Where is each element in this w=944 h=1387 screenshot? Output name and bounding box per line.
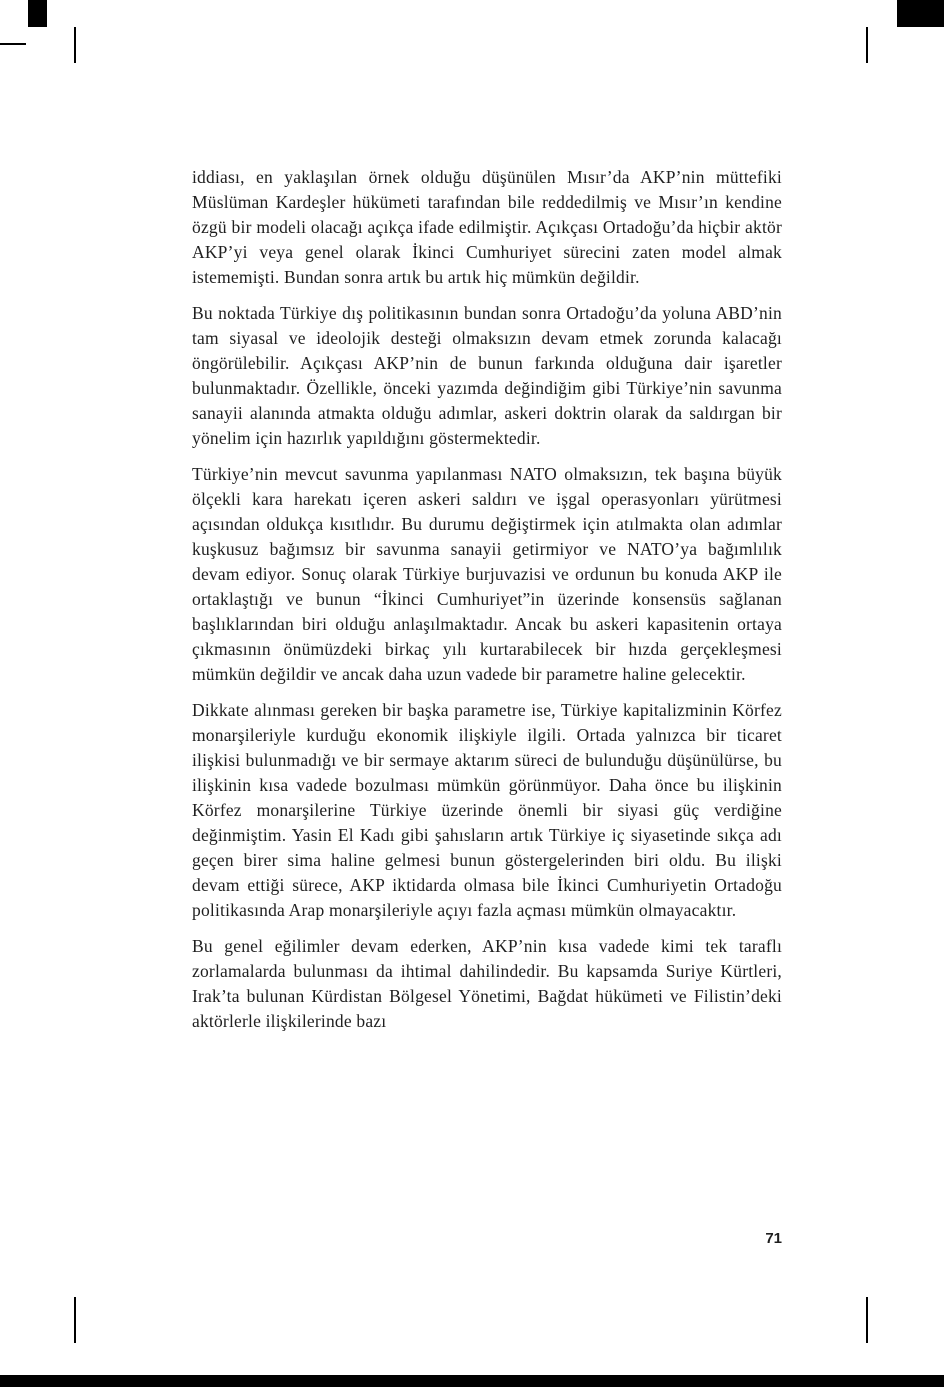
paragraph-1: iddiası, en yaklaşılan örnek olduğu düşünülen Mısır’da AKP’nin müttefiki Müslüman Kardeşler hükümeti tarafından bile reddedilmiş ve Mısır’ın kendine özgü bir modeli olacağı açıkça ifade edilmiştir. Açıkçası Ortadoğu’da hiçbir aktör AKP’yi veya genel olarak İkinci Cumhuriyet sürecini zaten model almak istememişti. Bundan sonra artık bu artık hiç mümkün değildir. (192, 167, 782, 287)
crop-mark-top-right-vline (866, 27, 868, 63)
crop-mark-top-left-vline (74, 27, 76, 63)
crop-mark-bottom-left-vline (74, 1297, 76, 1343)
paragraph-4: Dikkate alınması gereken bir başka parametre ise, Türkiye kapitalizminin Körfez monarşileriyle kurduğu ekonomik ilişkiyle ilgili. Ortada yalnızca bir ticaret ilişkisi bulunmadığı ve bir sermaye aktarım süreci de bulunduğu düşünülürse, bu ilişkinin kısa vadede bozulması mümkün görünmüyor. Daha önce bu ilişkinin Körfez monarşilerine Türkiye üzerinde önemli bir siyasi güç verdiğine değinmiştim. Yasin El Kadı gibi şahısların artık Türkiye iç siyasetinde sıkça adı geçen birer sima haline gelmesi bunun göstergelerinden biri oldu. Bu ilişki devam ettiği sürece, AKP iktidarda olmasa bile İkinci Cumhuriyetin Ortadoğu politikasında Arap monarşileriyle açıyı fazla açması mümkün olmayacaktır. (192, 700, 782, 920)
page-number: 71 (765, 1230, 782, 1247)
paragraph-2: Bu noktada Türkiye dış politikasının bundan sonra Ortadoğu’da yoluna ABD’nin tam siyasal ve ideolojik desteği olmaksızın devam etmek zorunda kalacağı öngörülebilir. Açıkçası AKP’nin de bunun farkında olduğuna dair işaretler bulunmaktadır. Özellikle, önceki yazımda değindiğim gibi Türkiye’nin savunma sanayii alanında atmakta olduğu adımlar, askeri doktrin olarak da saldırgan bir yönelim için hazırlık yapıldığını göstermektedir. (192, 303, 782, 448)
paragraph-5: Bu genel eğilimler devam ederken, AKP’nin kısa vadede kimi tek taraflı zorlamalarda bulunması da ihtimal dahilindedir. Bu kapsamda Suriye Kürtleri, Irak’ta bulunan Kürdistan Bölgesel Yönetimi, Bağdat hükümeti ve Filistin’deki aktörlerle ilişkilerinde bazı (192, 936, 782, 1031)
crop-mark-top-left-hline (0, 43, 26, 45)
crop-mark-top-right-rect (897, 0, 944, 27)
crop-mark-bottom-right-vline (866, 1297, 868, 1343)
paragraph-3: Türkiye’nin mevcut savunma yapılanması NATO olmaksızın, tek başına büyük ölçekli kara harekatı içeren askeri saldırı ve işgal operasyonları yürütmesi açısından oldukça kısıtlıdır. Bu durumu değiştirmek için atılmakta olan adımlar kuşkusuz bağımsız bir savunma sanayii getirmiyor ve NATO’ya bağımlılık devam ediyor. Sonuç olarak Türkiye burjuvazisi ve ordunun bu konuda AKP ile ortaklaştığı ve bunun “İkinci Cumhuriyet”in üzerinde konsensüs sağlanan başlıklarından biri olduğu anlaşılmaktadır. Ancak bu askeri kapasitenin ortaya çıkmasının önümüzdeki birkaç yılı kurtarabilecek bir hızda gerçekleşmesi mümkün değildir ve ancak daha uzun vadede bir parametre haline gelecektir. (192, 464, 782, 684)
page-text (192, 165, 782, 1045)
crop-mark-top-left-rect (28, 0, 47, 27)
crop-mark-bottom-bar (0, 1375, 944, 1387)
